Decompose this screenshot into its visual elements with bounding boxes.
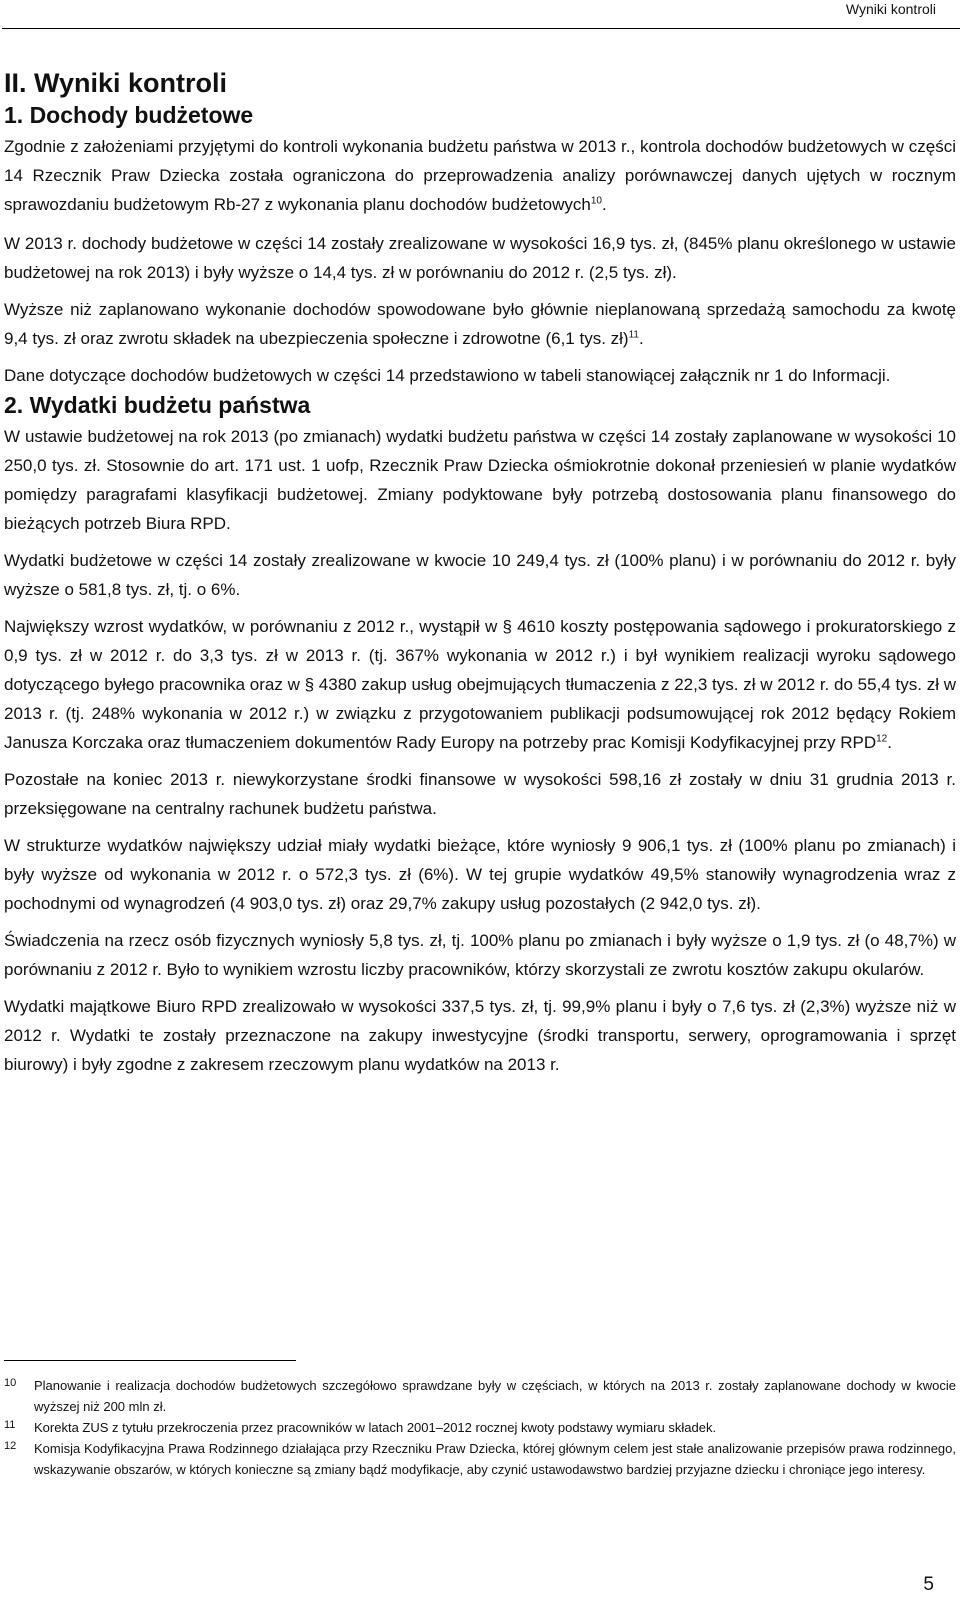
footnote-number: 11 xyxy=(4,1419,16,1431)
footnote-12 xyxy=(4,1438,956,1480)
footnote-ref-10[interactable]: 10 xyxy=(590,195,602,207)
section-1-paragraph-4: Dane dotyczące dochodów budżetowych w części 14 przedstawiono w tabeli stanowiącej załącznik nr 1 do Informacji. xyxy=(4,366,891,385)
header-divider xyxy=(2,28,960,29)
running-header: Wyniki kontroli xyxy=(845,1,936,17)
footnotes xyxy=(4,1360,956,1480)
section-1-title: 1. Dochody budżetowe xyxy=(4,102,254,128)
footnote-ref-12[interactable]: 12 xyxy=(876,733,888,745)
footnote-text: Komisja Kodyfikacyjna Prawa Rodzinnego działająca przy Rzeczniku Praw Dziecka, której głównym celem jest stałe analizowanie przepisów prawa rodzinnego, wskazywanie obszarów, w których konieczne są zmiany bądź modyfikacje, aby czynić ustawodawstwo bardziej przyjazne dziecku i chroniące jego interesy. xyxy=(34,1441,956,1477)
section-2-paragraph-5: W strukturze wydatków największy udział miały wydatki bieżące, które wyniosły 9 906,1 tys. zł (100% planu po zmianach) i były wyższe od wykonania w 2012 r. o 572,3 tys. zł (6%). W tej grupie wydatków 49,5% stanowiły wynagrodzenia wraz z pochodnymi od wynagrodzeń (4 903,0 tys. zł) oraz 29,7% zakupy usług pozostałych (2 942,0 tys. zł). xyxy=(4,836,956,913)
section-1-paragraph-3: Wyższe niż zaplanowano wykonanie dochodów spowodowane było głównie nieplanowaną sprzedażą samochodu za kwotę 9,4 tys. zł oraz zwrotu składek na ubezpieczenia społeczne i zdrowotne (6,1 tys. zł)$^{11}$. xyxy=(4,300,956,348)
footnote-number: 12 xyxy=(4,1440,17,1452)
page-body xyxy=(4,66,956,1079)
section-1-paragraph-1: Zgodnie z założeniami przyjętymi do kontroli wykonania budżetu państwa w 2013 r., kontrola dochodów budżetowych w części 14 Rzecznik Praw Dziecka została ograniczona do przeprowadzenia analizy porównawczej danych ujętych w rocznym sprawozdaniu budżetowym Rb-27 z wykonania planu dochodów budżetowych$^{10}$. xyxy=(4,137,956,214)
section-2-paragraph-4: Pozostałe na koniec 2013 r. niewykorzystane środki finansowe w wysokości 598,16 zł zostały w dniu 31 grudnia 2013 r. przeksięgowane na centralny rachunek budżetu państwa. xyxy=(4,770,956,818)
section-2-title: 2. Wydatki budżetu państwa xyxy=(4,392,311,418)
section-2-paragraph-2: Wydatki budżetowe w części 14 zostały zrealizowane w kwocie 10 249,4 tys. zł (100% planu) i w porównaniu do 2012 r. były wyższe o 581,8 tys. zł, tj. o 6%. xyxy=(4,551,956,599)
footnote-10 xyxy=(4,1375,956,1417)
section-1-paragraph-2: W 2013 r. dochody budżetowe w części 14 zostały zrealizowane w wysokości 16,9 tys. zł, (845% planu określonego w ustawie budżetowej na rok 2013) i były wyższe o 14,4 tys. zł w porównaniu do 2012 r. (2,5 tys. zł). xyxy=(4,234,956,282)
part-title: II. Wyniki kontroli xyxy=(4,68,228,98)
footnote-ref-11[interactable]: 11 xyxy=(628,329,639,341)
section-2-paragraph-6: Świadczenia na rzecz osób fizycznych wyniosły 5,8 tys. zł, tj. 100% planu po zmianach i były wyższe o 1,9 tys. zł (o 48,7%) w porównaniu z 2012 r. Było to wynikiem wzrostu liczby pracowników, którzy skorzystali ze zwrotu kosztów zakupu okularów. xyxy=(4,931,956,979)
section-2-paragraph-3: Największy wzrost wydatków, w porównaniu z 2012 r., wystąpił w § 4610 koszty postępowania sądowego i prokuratorskiego z 0,9 tys. zł w 2012 r. do 3,3 tys. zł w 2013 r. (tj. 367% wykonania w 2012 r.) i był wynikiem realizacji wyroku sądowego dotyczącego byłego pracownika oraz w § 4380 zakup usług obejmujących tłumaczenia z 22,3 tys. zł w 2012 r. do 55,4 tys. zł w 2013 r. (tj. 248% wykonania w 2012 r.) w związku z przygotowaniem publikacji podsumowującej rok 2012 będący Rokiem Janusza Korczaka oraz tłumaczeniem dokumentów Rady Europy na potrzeby prac Komisji Kodyfikacyjnej przy RPD$^{12}$. xyxy=(4,617,956,752)
page-number: 5 xyxy=(923,1574,934,1595)
footnote-number: 10 xyxy=(4,1377,17,1389)
section-2-paragraph-7: Wydatki majątkowe Biuro RPD zrealizowało w wysokości 337,5 tys. zł, tj. 99,9% planu i były o 7,6 tys. zł (2,3%) wyższe niż w 2012 r. Wydatki te zostały przeznaczone na zakupy inwestycyjne (środki transportu, serwery, oprogramowania i sprzęt biurowy) i były zgodne z zakresem rzeczowym planu wydatków na 2013 r. xyxy=(4,997,956,1074)
footnote-text: Planowanie i realizacja dochodów budżetowych szczegółowo sprawdzane były w częściach, w których na 2013 r. zostały zaplanowane dochody w kwocie wyższej niż 200 mln zł. xyxy=(34,1378,956,1414)
footnote-text: Korekta ZUS z tytułu przekroczenia przez pracowników w latach 2001–2012 rocznej kwoty podstawy wymiaru składek. xyxy=(34,1420,717,1435)
section-2-paragraph-1: W ustawie budżetowej na rok 2013 (po zmianach) wydatki budżetu państwa w części 14 zostały zaplanowane w wysokości 10 250,0 tys. zł. Stosownie do art. 171 ust. 1 uofp, Rzecznik Praw Dziecka ośmiokrotnie dokonał przeniesień w planie wydatków pomiędzy paragrafami klasyfikacji budżetowej. Zmiany podyktowane były potrzebą dostosowania planu finansowego do bieżących potrzeb Biura RPD. xyxy=(4,427,956,533)
footnote-11 xyxy=(4,1417,956,1438)
footnote-divider xyxy=(4,1360,296,1361)
